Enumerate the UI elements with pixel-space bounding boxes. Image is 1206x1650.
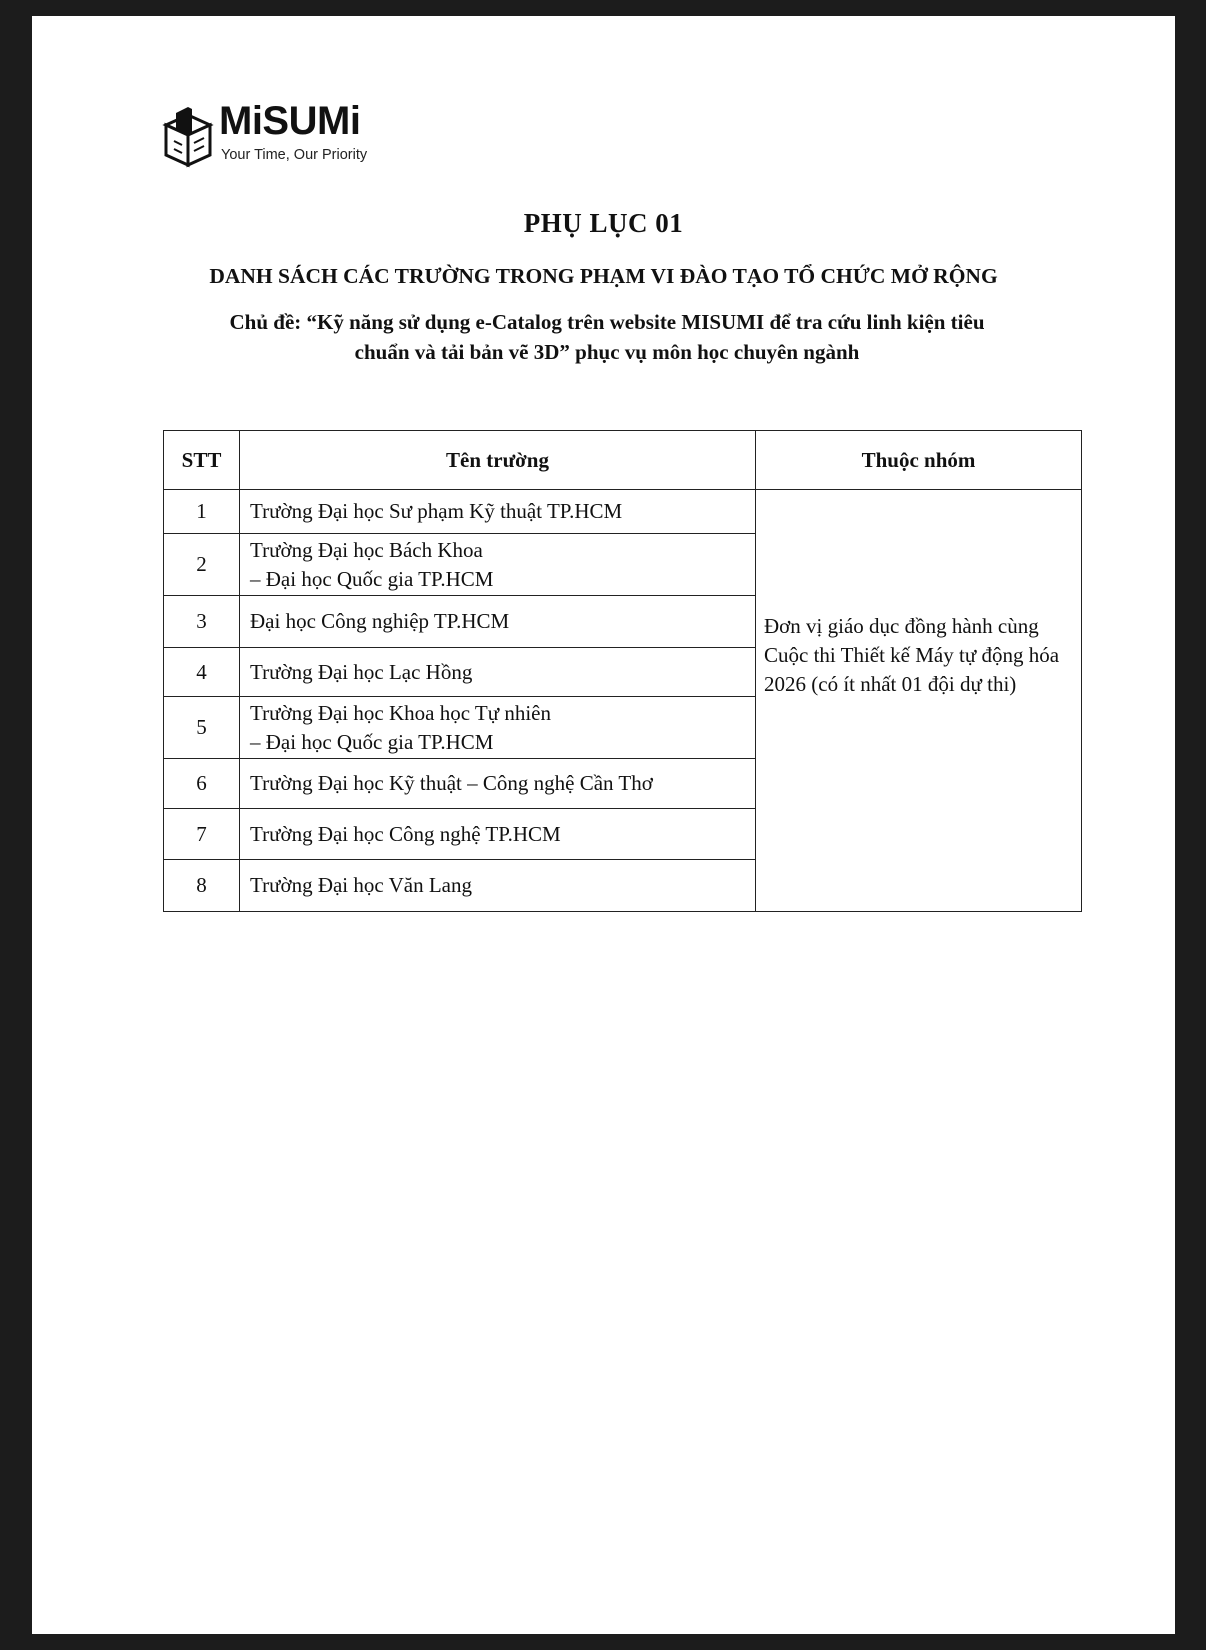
school-name-line: Trường Đại học Công nghệ TP.HCM xyxy=(250,821,561,846)
school-name-line: Đại học Công nghiệp TP.HCM xyxy=(250,609,510,633)
logo-tagline: Your Time, Our Priority xyxy=(221,147,368,163)
row-stt: 5 xyxy=(164,697,240,759)
school-name-line-2: – Đại học Quốc gia TP.HCM xyxy=(250,566,494,591)
school-name-line: Trường Đại học Bách Khoa xyxy=(250,537,483,562)
document-subtitle: DANH SÁCH CÁC TRƯỜNG TRONG PHẠM VI ĐÀO TẠO TỔ CHỨC MỞ RỘNG xyxy=(209,264,998,288)
school-name-line: Trường Đại học Kỹ thuật – Công nghệ Cần Thơ xyxy=(250,771,653,795)
document-topic xyxy=(182,307,1032,367)
row-stt: 6 xyxy=(164,759,240,809)
misumi-cube-icon xyxy=(162,107,214,169)
school-name-line: Trường Đại học Khoa học Tự nhiên xyxy=(250,700,552,725)
row-stt: 1 xyxy=(164,490,240,534)
table-row xyxy=(164,490,1082,534)
row-school-name xyxy=(240,596,756,648)
row-school-name xyxy=(240,534,756,596)
row-school-name xyxy=(240,759,756,809)
row-stt: 7 xyxy=(164,809,240,860)
logo-brand-text: MiSUMi xyxy=(219,99,361,143)
row-school-name xyxy=(240,490,756,534)
topic-line-2: chuẩn và tải bản vẽ 3D” phục vụ môn học chuyên ngành xyxy=(354,340,860,364)
school-name-line: Trường Đại học Sư phạm Kỹ thuật TP.HCM xyxy=(250,499,623,523)
header-school-name: Tên trường xyxy=(240,431,756,490)
school-name-line: Trường Đại học Văn Lang xyxy=(250,873,472,897)
group-cell xyxy=(756,490,1082,912)
misumi-logo xyxy=(162,91,422,171)
document-title: PHỤ LỤC 01 xyxy=(523,208,684,238)
schools-table xyxy=(163,430,1082,912)
topic-line-1: Chủ đề: “Kỹ năng sử dụng e-Catalog trên website MISUMI để tra cứu linh kiện tiêu xyxy=(229,310,985,334)
school-name-line: Trường Đại học Lạc Hồng xyxy=(250,659,473,684)
row-school-name xyxy=(240,860,756,912)
school-name-line-2: – Đại học Quốc gia TP.HCM xyxy=(250,729,494,754)
group-text: Đơn vị giáo dục đồng hành cùng Cuộc thi Thiết kế Máy tự động hóa 2026 (có ít nhất 01 đội dự thi) xyxy=(764,614,1060,696)
row-stt: 2 xyxy=(164,534,240,596)
header-stt: STT xyxy=(164,431,240,490)
row-stt: 8 xyxy=(164,860,240,912)
document-page xyxy=(32,16,1175,1634)
header-group: Thuộc nhóm xyxy=(756,431,1082,490)
table-header-row xyxy=(164,431,1082,490)
row-stt: 4 xyxy=(164,648,240,697)
row-stt: 3 xyxy=(164,596,240,648)
row-school-name xyxy=(240,697,756,759)
row-school-name xyxy=(240,648,756,697)
row-school-name xyxy=(240,809,756,860)
